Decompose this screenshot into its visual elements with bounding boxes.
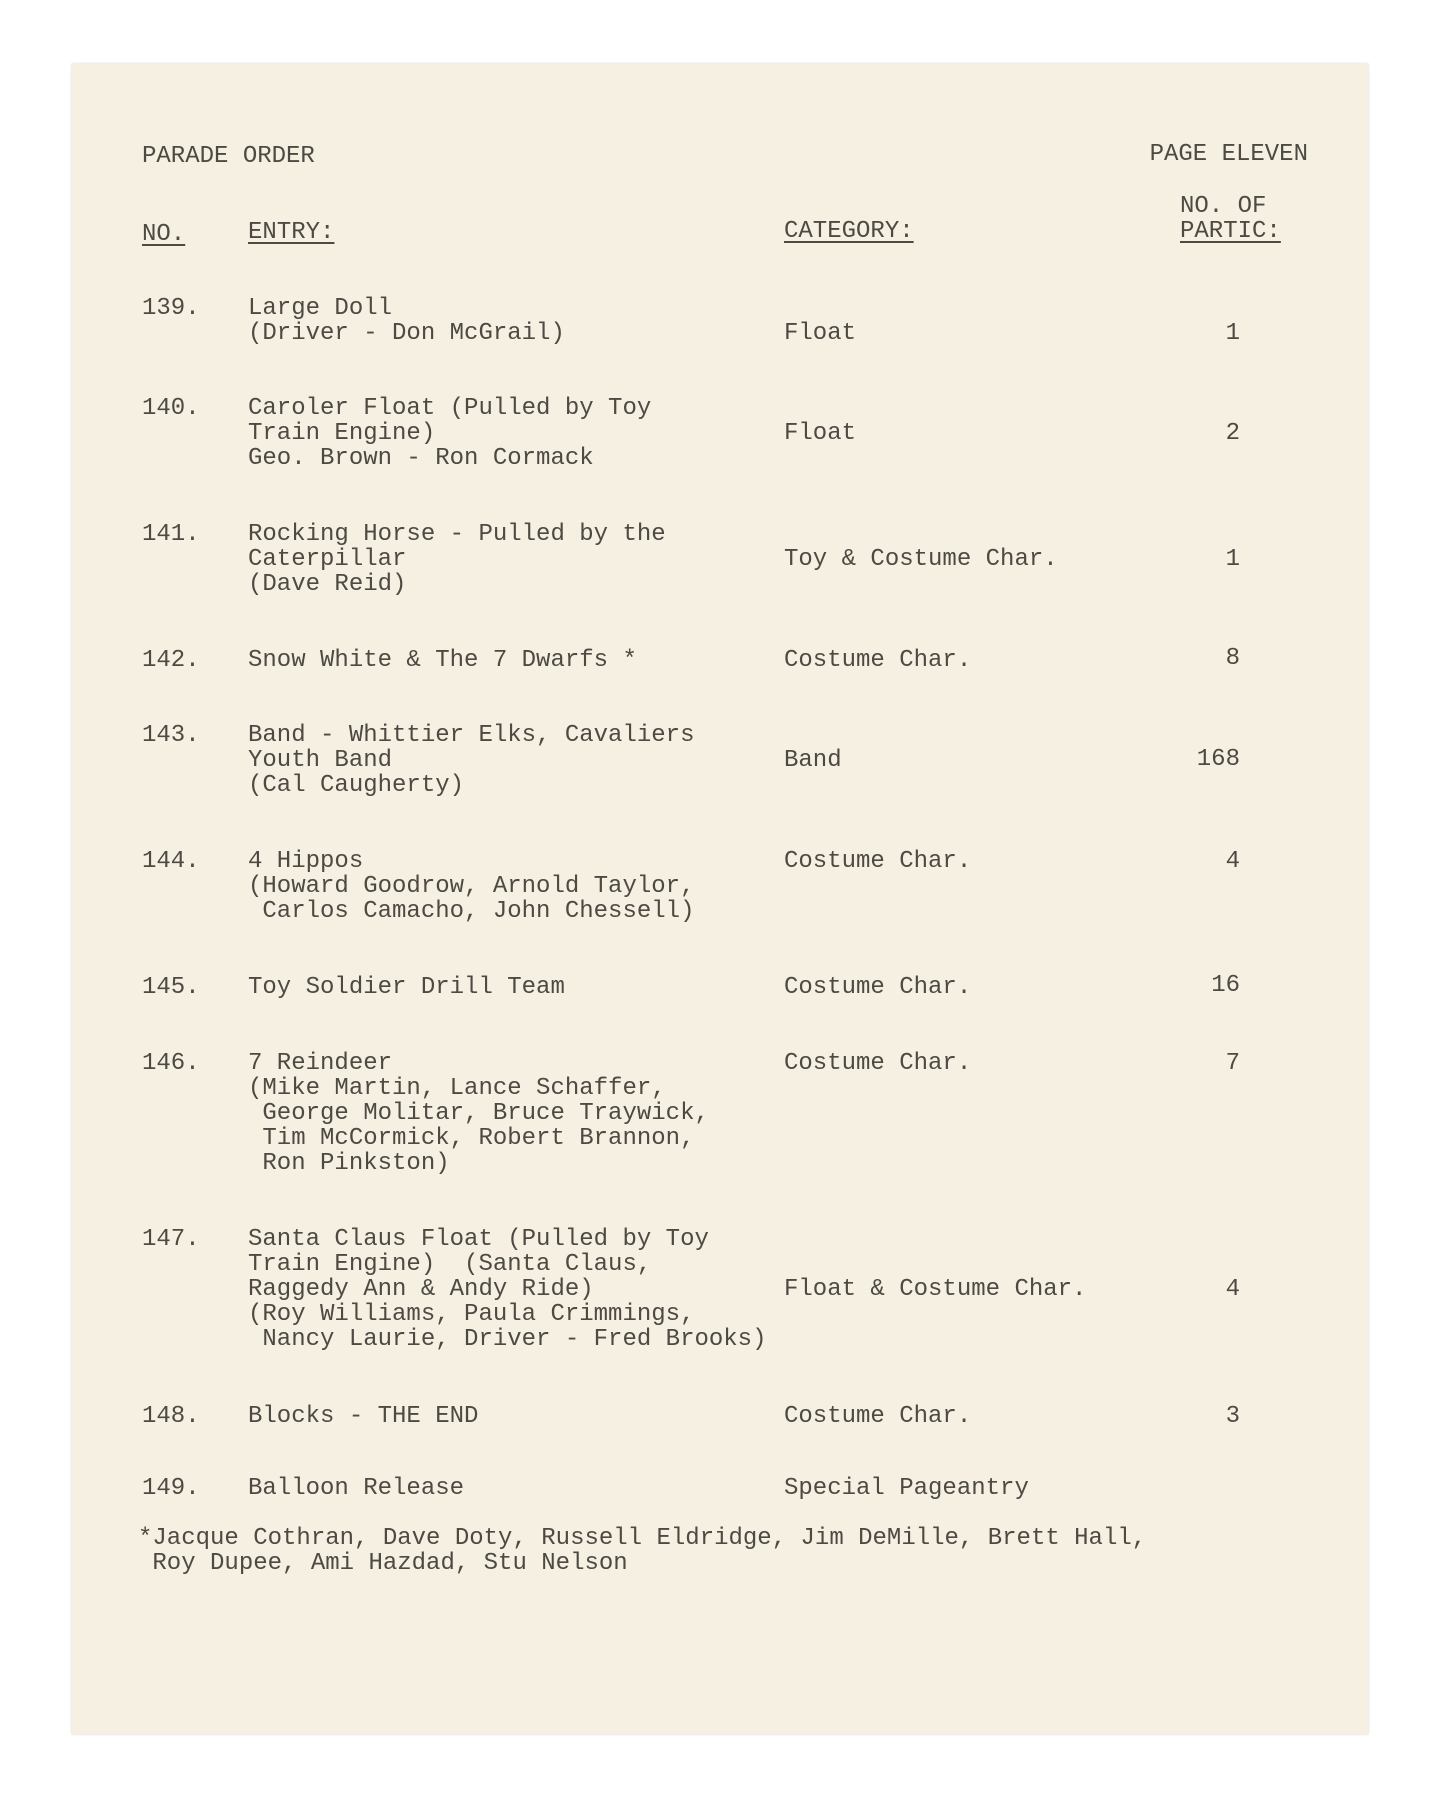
page-number: PAGE ELEVEN: [1149, 141, 1308, 168]
entry-description: Band - Whittier Elks, Cavaliers Youth Band (Cal Caugherty): [248, 722, 695, 799]
entry-number: 147.: [142, 1226, 200, 1253]
column-header-category: CATEGORY:: [784, 218, 914, 245]
entry-number: 148.: [142, 1403, 200, 1430]
entry-number: 140.: [142, 395, 200, 422]
entry-participant-count: 3: [1225, 1403, 1240, 1430]
entry-category: Band: [784, 747, 842, 774]
entry-participant-count: 1: [1225, 546, 1240, 573]
entry-number: 149.: [142, 1475, 200, 1502]
entry-number: 144.: [142, 848, 200, 875]
entry-description: 4 Hippos (Howard Goodrow, Arnold Taylor, Carlos Camacho, John Chessell): [248, 848, 695, 925]
header-title: PARADE ORDER: [142, 143, 315, 170]
document-page: [72, 64, 1368, 1734]
entry-description: Toy Soldier Drill Team: [248, 974, 565, 1001]
entry-category: Float: [784, 320, 857, 347]
entry-category: Costume Char.: [784, 848, 972, 875]
entry-participant-count: 168: [1196, 746, 1240, 773]
entry-participant-count: 16: [1211, 972, 1240, 999]
entry-category: Special Pageantry: [784, 1475, 1029, 1502]
entry-category: Costume Char.: [784, 974, 972, 1001]
entry-participant-count: 1: [1225, 320, 1240, 347]
entry-category: Costume Char.: [784, 647, 972, 674]
column-header-partic-line2: PARTIC:: [1180, 218, 1281, 245]
entry-number: 141.: [142, 521, 200, 548]
column-header-entry: ENTRY:: [248, 219, 335, 246]
entry-number: 139.: [142, 295, 200, 322]
entry-description: Large Doll (Driver - Don McGrail): [248, 295, 565, 347]
entry-number: 146.: [142, 1050, 200, 1077]
footnote: *Jacque Cothran, Dave Doty, Russell Eldridge, Jim DeMille, Brett Hall, Roy Dupee, Ami Hazdad, Stu Nelson: [138, 1525, 1147, 1577]
entry-description: Caroler Float (Pulled by Toy Train Engine) Geo. Brown - Ron Cormack: [248, 395, 652, 472]
entry-category: Float & Costume Char.: [784, 1276, 1087, 1303]
entry-number: 142.: [142, 647, 200, 674]
entry-description: Snow White & The 7 Dwarfs *: [248, 647, 637, 674]
entry-participant-count: 7: [1225, 1050, 1240, 1077]
entry-description: Blocks - THE END: [248, 1403, 479, 1430]
entry-participant-count: 4: [1225, 1276, 1240, 1303]
entry-participant-count: 8: [1225, 645, 1240, 672]
entry-category: Costume Char.: [784, 1403, 972, 1430]
entry-description: Balloon Release: [248, 1475, 465, 1502]
entry-participant-count: 4: [1225, 848, 1240, 875]
entry-category: Float: [784, 420, 857, 447]
entry-description: Rocking Horse - Pulled by the Caterpillar (Dave Reid): [248, 521, 666, 598]
entry-category: Costume Char.: [784, 1050, 972, 1077]
entry-number: 145.: [142, 974, 200, 1001]
entry-participant-count: 2: [1225, 420, 1240, 447]
entry-description: 7 Reindeer (Mike Martin, Lance Schaffer, George Molitar, Bruce Traywick, Tim McCormick, Robert Brannon, Ron Pinkston): [248, 1050, 709, 1177]
entry-description: Santa Claus Float (Pulled by Toy Train Engine) (Santa Claus, Raggedy Ann & Andy Ride) (Roy Williams, Paula Crimmings, Nancy Laurie, Driver - Fred Brooks): [248, 1226, 767, 1353]
entry-category: Toy & Costume Char.: [784, 546, 1058, 573]
column-header-partic-line1: NO. OF: [1180, 193, 1267, 220]
entry-number: 143.: [142, 722, 200, 749]
column-header-no: NO.: [142, 221, 186, 248]
